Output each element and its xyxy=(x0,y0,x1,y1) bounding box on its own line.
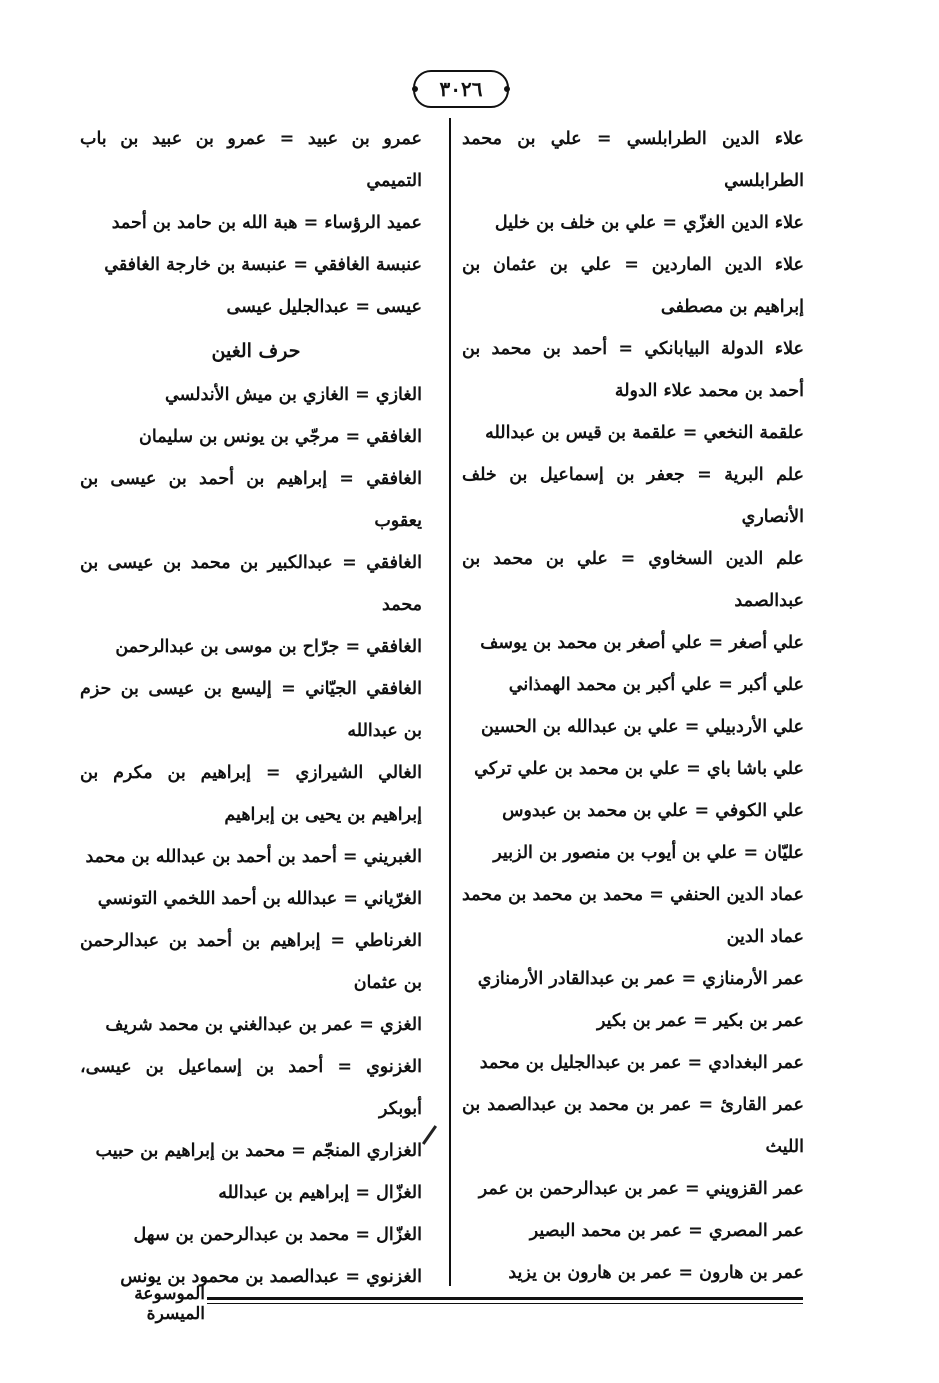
list-item: علي الأردبيلي = علي بن عبدالله بن الحسين xyxy=(481,717,804,737)
list-item: علاء الدين الغزّي = علي بن خلف بن خليل xyxy=(494,213,804,233)
list-item: الغزّال = إبراهيم بن عبدالله xyxy=(218,1183,422,1203)
list-item: الغرّياني = عبدالله بن أحمد اللخمي التونسي xyxy=(97,889,422,909)
list-item: عيسى = عبدالجليل عيسى xyxy=(226,297,422,317)
list-item: عمر القزويني = عمر بن عبدالرحمن بن عمر xyxy=(478,1179,804,1199)
list-item: عمر بن بكير = عمر بن بكير xyxy=(597,1011,804,1031)
left-column xyxy=(80,118,432,1298)
list-item: الغزنوي = عبدالصمد بن محمود بن يونس xyxy=(120,1267,422,1287)
page-number: ٣٠٢٦ xyxy=(439,77,483,101)
list-item: الغزنوي = أحمد بن إسماعيل بن عيسى، أبوبكر xyxy=(80,1057,422,1119)
list-item: عمر البغدادي = عمر بن عبدالجليل بن محمد xyxy=(479,1053,804,1073)
list-item: عماد الدين الحنفي = محمد بن محمد بن محمد عماد الدين xyxy=(462,885,804,947)
list-item: الغافقي = جرّاح بن موسى بن عبدالرحمن xyxy=(115,637,422,657)
list-item: عمر المصري = عمر بن محمد البصير xyxy=(529,1221,804,1241)
list-item: الغافقي الجيّاني = إليسع بن عيسى بن حزم بن عبدالله xyxy=(80,679,422,741)
section-heading: حرف الغين xyxy=(211,340,301,362)
list-item: عمرو بن عبيد = عمرو بن عبيد بن باب التميمي xyxy=(80,129,422,191)
list-item: علي باشا باي = علي بن محمد بن علي تركي xyxy=(474,759,804,779)
list-item: علاء الدولة البيابانكي = أحمد بن محمد بن أحمد بن محمد علاء الدولة xyxy=(462,339,804,401)
page-number-box xyxy=(413,70,509,108)
footer-rule-thin xyxy=(207,1303,803,1304)
column-divider xyxy=(449,118,451,1286)
list-item: علي أصغر = علي أصغر بن محمد بن يوسف xyxy=(480,633,804,653)
list-item: عمر بن هارون = عمر بن هارون بن يزيد xyxy=(508,1263,804,1283)
list-item: علي الكوفي = علي بن محمد بن عبدوس xyxy=(502,801,804,821)
list-item: الغرناطي = إبراهيم بن أحمد بن عبدالرحمن بن عثمان xyxy=(80,931,422,993)
list-item: عنبسة الغافقي = عنبسة بن خارجة الغافقي xyxy=(104,255,422,275)
list-item: علم الدين السخاوي = علي بن محمد بن عبدالصمد xyxy=(462,549,804,611)
list-item: علقمة النخعي = علقمة بن قيس بن عبدالله xyxy=(485,423,804,443)
list-item: الغزاري المنجّم = محمد بن إبراهيم بن حبيب xyxy=(95,1141,422,1161)
list-item: الغبريني = أحمد بن أحمد بن عبدالله بن محمد xyxy=(85,847,422,867)
list-item: عمر القارئ = عمر بن محمد بن عبدالصمد بن الليث xyxy=(462,1095,804,1157)
list-item: علي أكبر = علي أكبر بن محمد الهمذاني xyxy=(508,675,804,695)
list-item: علاء الدين الطرابلسي = علي بن محمد الطرابلسي xyxy=(462,129,804,191)
list-item: الغزّال = محمد بن عبدالرحمن بن سهل xyxy=(133,1225,422,1245)
list-item: عمر الأرمنازي = عمر بن عبدالقادر الأرمنازي xyxy=(477,969,804,989)
list-item: علاء الدين الماردين = علي بن عثمان بن إبراهيم بن مصطفى xyxy=(462,255,804,317)
list-item: عليّان = علي بن أيوب بن منصور بن الزبير xyxy=(493,843,804,863)
list-item: الغالي الشيرازي = إبراهيم بن مكرم بن إبراهيم بن يحيى بن إبراهيم xyxy=(80,763,422,825)
list-item: الغافقي = مرجّي بن يونس بن سليمان xyxy=(139,427,422,447)
list-item: الغزي = عمر بن عبدالغني بن محمد شريف xyxy=(105,1015,422,1035)
footer-rule xyxy=(207,1297,803,1300)
list-item: الغافقي = عبدالكبير بن محمد بن عيسى بن محمد xyxy=(80,553,422,615)
list-item: علم البرية = جعفر بن إسماعيل بن خلف الأنصاري xyxy=(462,465,804,527)
list-item: الغافقي = إبراهيم بن أحمد بن عيسى بن يعقوب xyxy=(80,469,422,531)
list-item: عميد الرؤساء = هبة الله بن حامد بن أحمد xyxy=(111,213,422,233)
list-item: الغازي = الغازي بن ميش الأندلسي xyxy=(165,385,422,405)
right-column xyxy=(462,118,814,1294)
footer-title: الموسوعة الميسرة xyxy=(134,1284,205,1324)
